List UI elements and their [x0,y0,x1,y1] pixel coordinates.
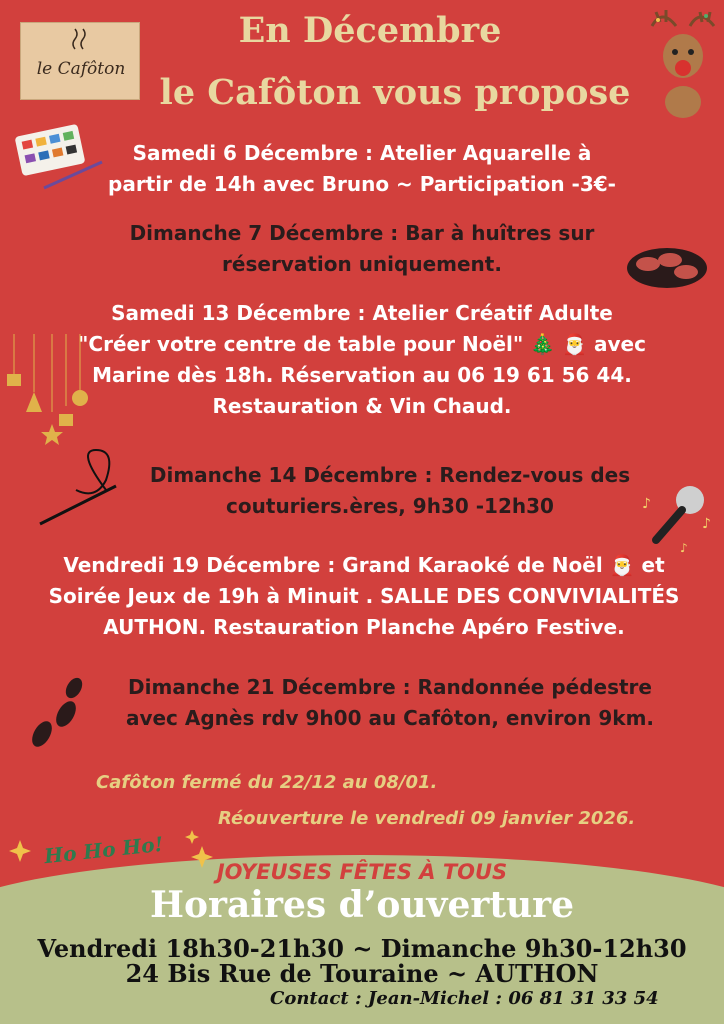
page-title-line1: En Décembre [238,10,502,51]
event-line: "Créer votre centre de table pour Noël" 🎄 🎅 avec [78,332,646,356]
event-item [14,550,714,643]
event-line: réservation uniquement. [222,252,502,276]
svg-text:♪: ♪ [642,496,651,512]
event-line: Samedi 6 Décembre : Atelier Aquarelle à [132,141,592,165]
footprints-icon [22,674,92,754]
event-line: Samedi 13 Décembre : Atelier Créatif Adulte [111,301,613,325]
event-line: couturiers.ères, 9h30 -12h30 [226,494,554,518]
oysters-icon [624,240,710,292]
hours-schedule: Vendredi 18h30-21h30 ~ Dimanche 9h30-12h30 [37,934,687,963]
event-line: Dimanche 14 Décembre : Rendez-vous des [149,463,631,487]
page-title-line2: le Cafôton vous propose [159,72,631,113]
event-item [90,672,690,734]
event-item [60,218,664,280]
logo [20,22,140,100]
event-line: AUTHON. Restauration Planche Apéro Festive. [103,615,625,639]
event-line: Dimanche 21 Décembre : Randonnée pédestre [128,675,652,699]
contact: Contact : Jean-Michel : 06 81 31 33 54 [270,988,659,1009]
microphone-icon [640,478,718,558]
hoho-text: Ho Ho Ho! [43,831,165,869]
event-line: Vendredi 19 Décembre : Grand Karaoké de Noël 🎅 et [63,553,665,577]
reopening-notice: Réouverture le vendredi 09 janvier 2026. [218,808,636,829]
event-line: Restauration & Vin Chaud. [212,394,512,418]
event-item [100,460,680,522]
event-line: Marine dès 18h. Réservation au 06 19 61 56 44. [92,363,632,387]
address: 24 Bis Rue de Touraine ~ AUTHON [125,959,599,988]
event-line: Dimanche 7 Décembre : Bar à huîtres sur [129,221,595,245]
closure-notice: Cafôton fermé du 22/12 au 08/01. [96,772,438,793]
svg-text:♪: ♪ [702,516,711,532]
event-line: Soirée Jeux de 19h à Minuit . SALLE DES CONVIVIALITÉS [48,584,680,608]
steaming-cup-icon [65,27,97,57]
logo-text: le Cafôton [36,59,126,79]
event-item [60,298,664,422]
hanging-ornaments-icon [4,334,88,454]
greeting-text: JOYEUSES FÊTES À TOUS [216,860,508,884]
event-line: partir de 14h avec Bruno ~ Participation -3€- [108,172,616,196]
event-item [60,138,664,200]
hours-title: Horaires d’ouverture [149,884,575,926]
svg-text:♪: ♪ [680,541,688,555]
event-line: avec Agnès rdv 9h00 au Cafôton, environ 9km. [125,706,655,730]
reindeer-icon [646,6,720,120]
